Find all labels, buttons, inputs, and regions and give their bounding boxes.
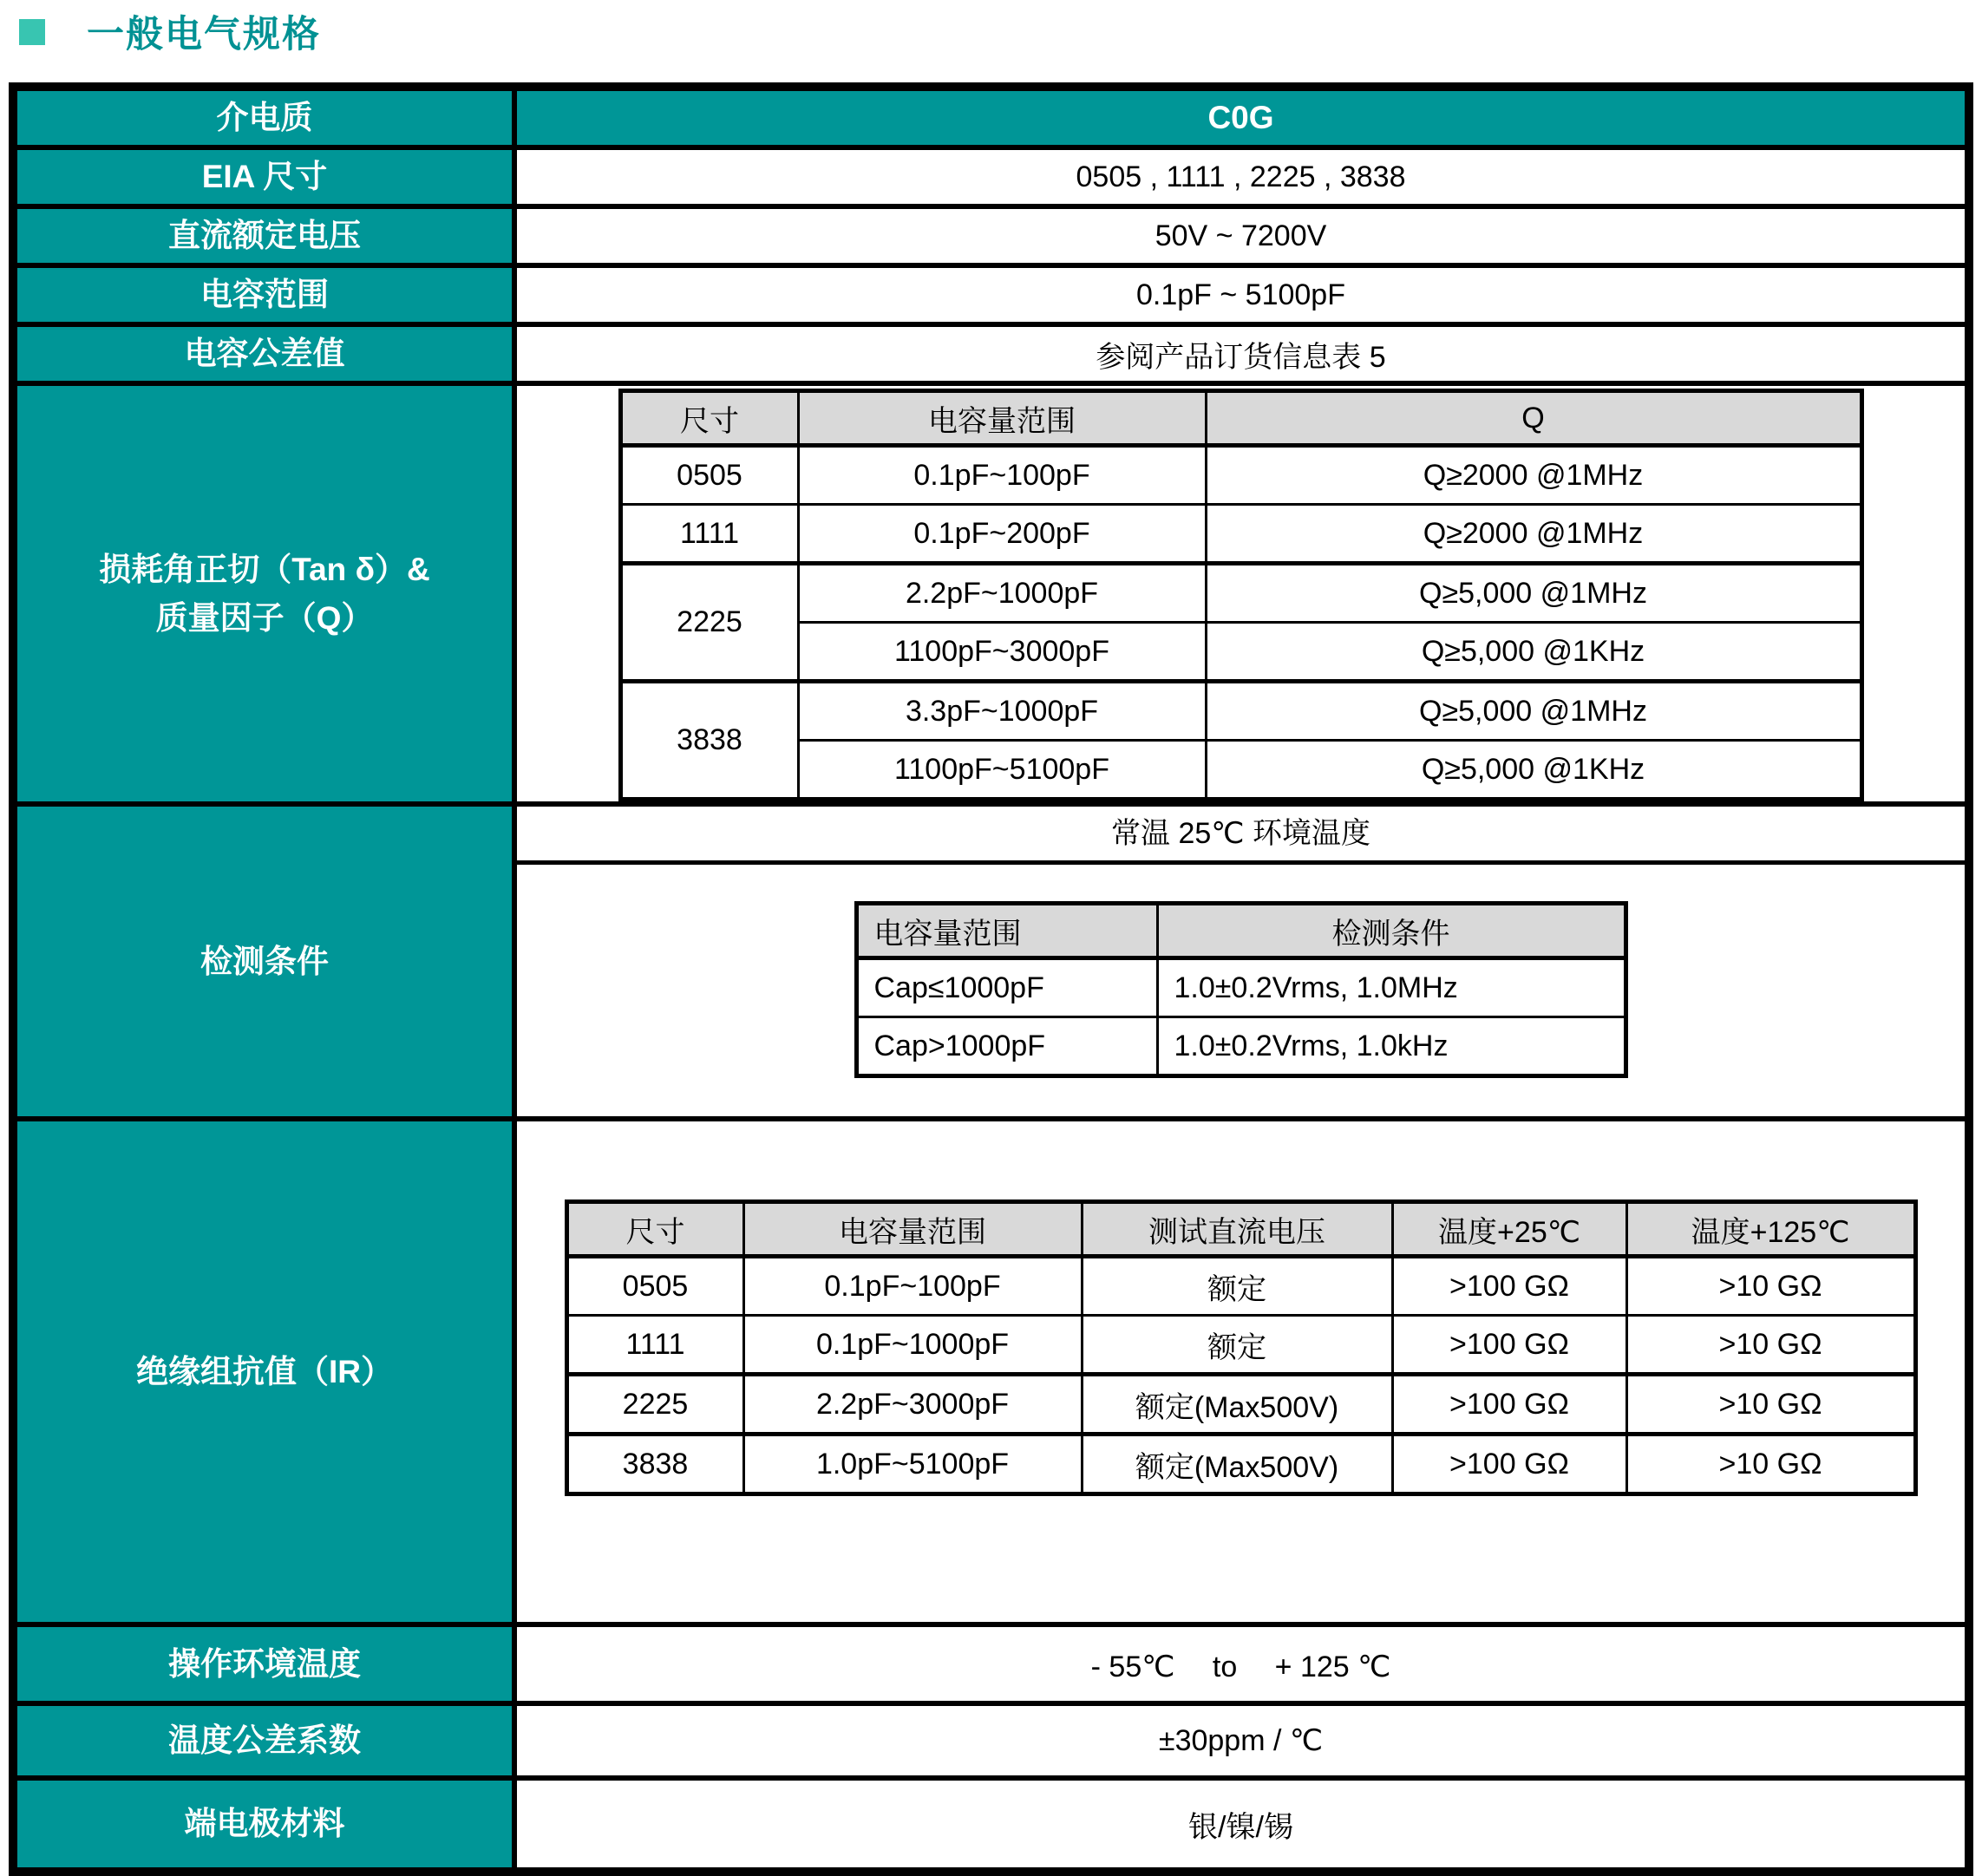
voltage-cell: 额定(Max500V) [1082, 1375, 1392, 1435]
size-cell: 3838 [620, 682, 798, 800]
voltage-cell: 额定 [1082, 1257, 1392, 1316]
row-label-termination: 端电极材料 [13, 1778, 514, 1872]
q-cell: Q≥2000 @1MHz [1206, 446, 1861, 505]
ir-header-voltage: 测试直流电压 [1082, 1202, 1392, 1257]
table-row [13, 1624, 1969, 1703]
tan-q-row-2225b [620, 623, 1861, 682]
cap-range-cell: Cap>1000pF [856, 1017, 1157, 1076]
range-cell: 2.2pF~1000pF [798, 564, 1206, 623]
range-cell: 0.1pF~1000pF [743, 1316, 1082, 1375]
row-value-dc-voltage: 50V ~ 7200V [514, 206, 1969, 265]
test-conditions-row [856, 1017, 1626, 1076]
row-value-temp-coefficient: ±30ppm / ℃ [514, 1703, 1969, 1778]
size-cell: 0505 [620, 446, 798, 505]
size-cell: 2225 [566, 1375, 743, 1435]
row-label-dielectric: 介电质 [13, 87, 514, 147]
q-cell: Q≥5,000 @1KHz [1206, 623, 1861, 682]
tan-q-row-3838a [620, 682, 1861, 741]
ir-table [565, 1199, 1918, 1496]
row-label-operating-temp: 操作环境温度 [13, 1624, 514, 1703]
row-label-ir: 绝缘组抗值（IR） [13, 1119, 514, 1624]
q-cell: Q≥5,000 @1KHz [1206, 741, 1861, 800]
t25-cell: >100 GΩ [1392, 1375, 1626, 1435]
range-cell: 0.1pF~200pF [798, 505, 1206, 564]
row-label-dc-voltage: 直流额定电压 [13, 206, 514, 265]
table-row [13, 147, 1969, 206]
range-cell: 1.0pF~5100pF [743, 1435, 1082, 1494]
range-cell: 1100pF~5100pF [798, 741, 1206, 800]
test-header-range: 电容量范围 [856, 904, 1157, 958]
ir-header-size: 尺寸 [566, 1202, 743, 1257]
ir-cell [514, 1119, 1969, 1624]
t125-cell: >10 GΩ [1626, 1435, 1915, 1494]
range-cell: 0.1pF~100pF [743, 1257, 1082, 1316]
tan-q-row-0505 [620, 446, 1861, 505]
range-cell: 0.1pF~100pF [798, 446, 1206, 505]
q-cell: Q≥5,000 @1MHz [1206, 682, 1861, 741]
ir-row-2225 [566, 1375, 1915, 1435]
tan-q-cell [514, 383, 1969, 804]
ambient-temperature-note: 常温 25℃ 环境温度 [517, 807, 1965, 865]
spec-table [9, 82, 1973, 1876]
row-value-operating-temp: - 55℃ to + 125 ℃ [514, 1624, 1969, 1703]
range-cell: 3.3pF~1000pF [798, 682, 1206, 741]
tan-q-label-line1: 损耗角正切（Tan δ）& [99, 552, 430, 587]
voltage-cell: 额定 [1082, 1316, 1392, 1375]
row-label-test-conditions: 检测条件 [13, 804, 514, 1119]
row-label-cap-tolerance: 电容公差值 [13, 324, 514, 383]
ir-row-1111 [566, 1316, 1915, 1375]
ir-header-t125: 温度+125℃ [1626, 1202, 1915, 1257]
test-conditions-table [854, 901, 1628, 1078]
row-value-dielectric: C0G [514, 87, 1969, 147]
ir-table-wrap [517, 1121, 1965, 1622]
q-cell: Q≥2000 @1MHz [1206, 505, 1861, 564]
test-conditions-cell [514, 804, 1969, 1119]
row-label-temp-coefficient: 温度公差系数 [13, 1703, 514, 1778]
table-row [13, 87, 1969, 147]
test-header-condition: 检测条件 [1157, 904, 1626, 958]
tan-q-row-1111 [620, 505, 1861, 564]
t125-cell: >10 GΩ [1626, 1316, 1915, 1375]
table-row-ir [13, 1119, 1969, 1624]
ir-row-3838 [566, 1435, 1915, 1494]
table-row [13, 265, 1969, 324]
row-label-tan-q [13, 383, 514, 804]
tan-q-header-row [620, 391, 1861, 446]
cap-range-cell: Cap≤1000pF [856, 958, 1157, 1017]
row-value-cap-range: 0.1pF ~ 5100pF [514, 265, 1969, 324]
tan-q-header-size: 尺寸 [620, 391, 798, 446]
size-cell: 0505 [566, 1257, 743, 1316]
ir-header-t25: 温度+25℃ [1392, 1202, 1626, 1257]
table-row [13, 1778, 1969, 1872]
row-value-cap-tolerance: 参阅产品订货信息表 5 [514, 324, 1969, 383]
table-row-tan-q [13, 383, 1969, 804]
t25-cell: >100 GΩ [1392, 1316, 1626, 1375]
row-value-termination: 银/镍/锡 [514, 1778, 1969, 1872]
test-conditions-row [856, 958, 1626, 1017]
row-value-eia-size: 0505 , 1111 , 2225 , 3838 [514, 147, 1969, 206]
t25-cell: >100 GΩ [1392, 1257, 1626, 1316]
tan-q-header-range: 电容量范围 [798, 391, 1206, 446]
table-row [13, 324, 1969, 383]
page-title: 一般电气规格 [87, 14, 321, 56]
test-conditions-table-wrap [517, 865, 1965, 1116]
ir-header-row [566, 1202, 1915, 1257]
voltage-cell: 额定(Max500V) [1082, 1435, 1392, 1494]
size-cell: 1111 [620, 505, 798, 564]
size-cell: 2225 [620, 564, 798, 682]
tan-q-table [618, 389, 1864, 801]
page-title-row [19, 5, 321, 58]
tan-q-label-line2: 质量因子（Q） [155, 599, 374, 636]
condition-cell: 1.0±0.2Vrms, 1.0MHz [1157, 958, 1626, 1017]
t25-cell: >100 GΩ [1392, 1435, 1626, 1494]
table-row [13, 1703, 1969, 1778]
tan-q-header-q: Q [1206, 391, 1861, 446]
q-cell: Q≥5,000 @1MHz [1206, 564, 1861, 623]
row-label-eia-size: EIA 尺寸 [13, 147, 514, 206]
tan-q-row-3838b [620, 741, 1861, 800]
range-cell: 1100pF~3000pF [798, 623, 1206, 682]
table-row-test-conditions [13, 804, 1969, 1119]
ir-header-range: 电容量范围 [743, 1202, 1082, 1257]
t125-cell: >10 GΩ [1626, 1375, 1915, 1435]
row-label-cap-range: 电容范围 [13, 265, 514, 324]
size-cell: 1111 [566, 1316, 743, 1375]
condition-cell: 1.0±0.2Vrms, 1.0kHz [1157, 1017, 1626, 1076]
size-cell: 3838 [566, 1435, 743, 1494]
ir-row-0505 [566, 1257, 1915, 1316]
range-cell: 2.2pF~3000pF [743, 1375, 1082, 1435]
test-conditions-header-row [856, 904, 1626, 958]
table-row [13, 206, 1969, 265]
title-bullet-icon [19, 19, 45, 45]
tan-q-row-2225a [620, 564, 1861, 623]
t125-cell: >10 GΩ [1626, 1257, 1915, 1316]
